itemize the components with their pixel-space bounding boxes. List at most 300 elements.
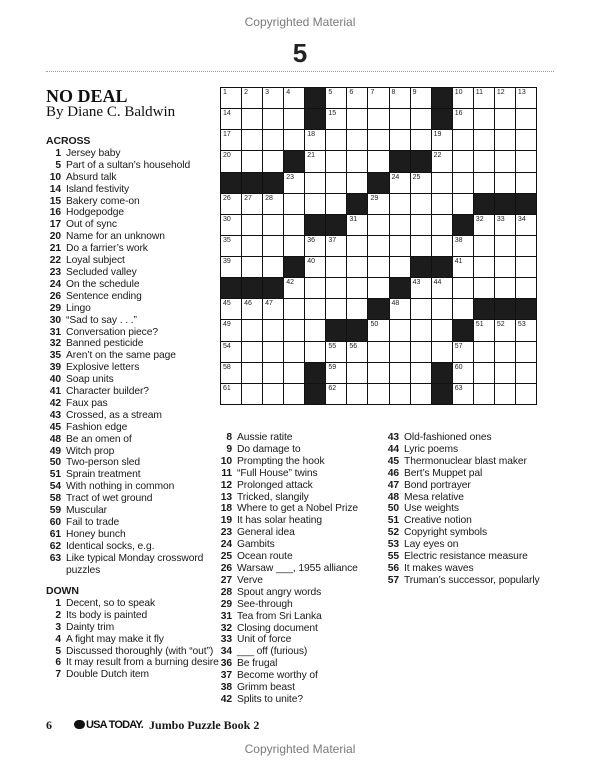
clue-number: 24 [220, 539, 232, 551]
grid-cell[interactable] [453, 384, 473, 404]
clue-item [217, 575, 382, 587]
clue-number: 2 [55, 609, 61, 621]
grid-cell[interactable] [221, 342, 241, 362]
grid-cell[interactable] [242, 384, 262, 404]
cell-number: 51 [475, 321, 484, 329]
grid-cell[interactable] [284, 342, 304, 362]
clue-number: 31 [49, 326, 61, 338]
grid-cell[interactable] [326, 363, 346, 383]
grid-cell[interactable] [326, 109, 346, 129]
grid-cell[interactable] [495, 320, 515, 340]
cell-number: 34 [517, 215, 526, 223]
grid-cell[interactable] [305, 342, 325, 362]
cell-number: 55 [328, 342, 337, 350]
grid-cell[interactable] [474, 173, 494, 193]
grid-cell[interactable] [305, 257, 325, 277]
grid-cell[interactable] [263, 109, 283, 129]
grid-cell[interactable] [495, 151, 515, 171]
usa-today-logo [74, 719, 143, 731]
across-clues [46, 136, 216, 577]
grid-cell[interactable] [368, 215, 388, 235]
grid-cell[interactable] [263, 257, 283, 277]
grid-cell[interactable] [516, 384, 536, 404]
grid-cell[interactable] [453, 299, 473, 319]
cell-number: 3 [265, 89, 270, 96]
grid-cell[interactable] [474, 320, 494, 340]
grid-cell[interactable] [453, 236, 473, 256]
clue-number: 41 [49, 386, 61, 398]
grid-cell[interactable] [453, 278, 473, 298]
grid-cell[interactable] [347, 130, 367, 150]
grid-cell[interactable] [411, 278, 431, 298]
clue-item [384, 492, 569, 504]
clue-item [217, 658, 382, 670]
grid-cell[interactable] [242, 194, 262, 214]
grid-cell[interactable] [242, 236, 262, 256]
grid-cell[interactable] [516, 215, 536, 235]
clue-number: 29 [49, 302, 61, 314]
grid-cell[interactable] [305, 320, 325, 340]
black-square [390, 151, 410, 171]
clue-number: 54 [49, 481, 61, 493]
clue-text: With nothing in common [66, 481, 175, 493]
grid-cell[interactable] [368, 384, 388, 404]
grid-cell[interactable] [242, 130, 262, 150]
grid-cell[interactable] [495, 88, 515, 108]
clue-number: 45 [387, 455, 399, 467]
grid-cell[interactable] [284, 299, 304, 319]
grid-cell[interactable] [411, 299, 431, 319]
grid-cell[interactable] [263, 194, 283, 214]
grid-cell[interactable] [495, 130, 515, 150]
grid-cell[interactable] [368, 194, 388, 214]
grid-cell[interactable] [284, 278, 304, 298]
grid-cell[interactable] [453, 173, 473, 193]
grid-cell[interactable] [263, 384, 283, 404]
grid-cell[interactable] [221, 215, 241, 235]
clue-number: 39 [49, 362, 61, 374]
clue-text: Two-person sled [66, 457, 141, 469]
grid-cell[interactable] [516, 236, 536, 256]
grid-cell[interactable] [453, 88, 473, 108]
grid-cell[interactable] [326, 151, 346, 171]
clue-text: Dainty trim [66, 621, 115, 633]
grid-cell[interactable] [305, 151, 325, 171]
black-square [411, 151, 431, 171]
grid-cell[interactable] [326, 342, 346, 362]
grid-cell[interactable] [284, 88, 304, 108]
grid-cell[interactable] [495, 342, 515, 362]
grid-cell[interactable] [347, 278, 367, 298]
grid-cell[interactable] [284, 363, 304, 383]
grid-cell[interactable] [516, 257, 536, 277]
copyright-notice-bottom: Copyrighted Material [244, 742, 356, 756]
grid-cell[interactable] [242, 151, 262, 171]
grid-cell[interactable] [516, 363, 536, 383]
grid-cell[interactable] [453, 109, 473, 129]
grid-cell[interactable] [263, 299, 283, 319]
grid-cell[interactable] [495, 257, 515, 277]
grid-cell[interactable] [242, 320, 262, 340]
grid-cell[interactable] [432, 299, 452, 319]
grid-cell[interactable] [368, 278, 388, 298]
cell-number: 20 [223, 152, 231, 160]
grid-cell[interactable] [495, 236, 515, 256]
cell-number: 18 [307, 131, 316, 139]
grid-cell[interactable] [368, 257, 388, 277]
clue-item [217, 646, 382, 658]
clue-item [217, 515, 382, 527]
grid-cell[interactable] [453, 342, 473, 362]
publisher-name: USA TODAY. [86, 718, 144, 731]
cell-number: 13 [517, 89, 526, 96]
grid-cell[interactable] [221, 299, 241, 319]
grid-cell[interactable] [326, 173, 346, 193]
grid-cell[interactable] [474, 215, 494, 235]
clue-item [46, 434, 216, 446]
grid-cell[interactable] [263, 320, 283, 340]
grid-cell[interactable] [347, 173, 367, 193]
grid-cell[interactable] [516, 342, 536, 362]
grid-cell[interactable] [432, 278, 452, 298]
clue-text: Verve [237, 574, 263, 586]
grid-cell[interactable] [284, 215, 304, 235]
clue-item [217, 611, 382, 623]
black-square [453, 320, 473, 340]
down-heading: DOWN [46, 585, 79, 597]
cell-number: 50 [370, 321, 379, 329]
clue-item [46, 338, 216, 350]
grid-cell[interactable] [411, 215, 431, 235]
grid-cell[interactable] [432, 320, 452, 340]
clue-item [217, 468, 382, 480]
page-footer [46, 718, 259, 733]
grid-cell[interactable] [495, 173, 515, 193]
grid-cell[interactable] [326, 278, 346, 298]
cell-number: 9 [412, 89, 417, 96]
grid-cell[interactable] [242, 215, 262, 235]
grid-cell[interactable] [221, 194, 241, 214]
cell-number: 32 [475, 215, 484, 223]
grid-cell[interactable] [326, 88, 346, 108]
grid-cell[interactable] [368, 363, 388, 383]
clue-item [217, 456, 382, 468]
grid-cell[interactable] [474, 130, 494, 150]
grid-cell[interactable] [453, 130, 473, 150]
grid-cell[interactable] [221, 320, 241, 340]
grid-cell[interactable] [347, 109, 367, 129]
grid-cell[interactable] [347, 257, 367, 277]
grid-cell[interactable] [390, 109, 410, 129]
grid-cell[interactable] [284, 194, 304, 214]
clue-text: Tricked, slangily [237, 491, 309, 503]
cell-number: 46 [244, 300, 252, 308]
grid-cell[interactable] [242, 299, 262, 319]
down-clue-list-3 [384, 432, 569, 587]
cell-number: 48 [391, 300, 400, 308]
cell-number: 30 [223, 215, 231, 223]
grid-cell[interactable] [474, 257, 494, 277]
grid-cell[interactable] [474, 151, 494, 171]
clue-item [217, 539, 382, 551]
grid-cell[interactable] [411, 130, 431, 150]
grid-cell[interactable] [516, 88, 536, 108]
black-square [432, 363, 452, 383]
grid-cell[interactable] [453, 363, 473, 383]
grid-cell[interactable] [390, 236, 410, 256]
cell-number: 11 [475, 89, 484, 96]
clue-number: 23 [220, 527, 232, 539]
clue-item [217, 587, 382, 599]
cell-number: 40 [307, 258, 316, 266]
cell-number: 53 [517, 321, 526, 329]
clue-number: 63 [49, 552, 61, 564]
grid-cell[interactable] [305, 278, 325, 298]
grid-cell[interactable] [368, 88, 388, 108]
grid-cell[interactable] [390, 194, 410, 214]
grid-cell[interactable] [474, 88, 494, 108]
grid-cell[interactable] [242, 257, 262, 277]
grid-cell[interactable] [432, 215, 452, 235]
divider [46, 71, 554, 72]
clue-item [217, 444, 382, 456]
grid-cell[interactable] [432, 236, 452, 256]
grid-cell[interactable] [221, 109, 241, 129]
clue-number: 25 [220, 551, 232, 563]
grid-cell[interactable] [347, 342, 367, 362]
grid-cell[interactable] [474, 278, 494, 298]
clue-number: 33 [220, 634, 232, 646]
grid-cell[interactable] [495, 215, 515, 235]
grid-cell[interactable] [495, 278, 515, 298]
grid-cell[interactable] [368, 342, 388, 362]
grid-cell[interactable] [305, 236, 325, 256]
clue-number: 13 [220, 491, 232, 503]
grid-cell[interactable] [432, 194, 452, 214]
clue-item [46, 350, 216, 362]
grid-cell[interactable] [474, 236, 494, 256]
clue-number: 62 [49, 540, 61, 552]
grid-cell[interactable] [347, 215, 367, 235]
grid-cell[interactable] [411, 342, 431, 362]
grid-cell[interactable] [390, 88, 410, 108]
clue-number: 1 [55, 597, 61, 609]
clue-text: Part of a sultan’s household [66, 159, 191, 171]
clue-number: 10 [220, 455, 232, 467]
grid-cell[interactable] [326, 257, 346, 277]
grid-cell[interactable] [284, 173, 304, 193]
grid-cell[interactable] [263, 88, 283, 108]
grid-cell[interactable] [347, 363, 367, 383]
grid-cell[interactable] [516, 278, 536, 298]
clue-text: Lingo [66, 302, 91, 314]
grid-cell[interactable] [432, 130, 452, 150]
grid-cell[interactable] [347, 299, 367, 319]
grid-cell[interactable] [221, 384, 241, 404]
cell-number: 44 [433, 279, 442, 287]
clue-item [46, 362, 216, 374]
grid-cell[interactable] [516, 130, 536, 150]
clue-number: 42 [220, 693, 232, 705]
grid-cell[interactable] [326, 236, 346, 256]
grid-cell[interactable] [411, 173, 431, 193]
grid-cell[interactable] [326, 194, 346, 214]
grid-cell[interactable] [221, 236, 241, 256]
grid-cell[interactable] [242, 109, 262, 129]
grid-cell[interactable] [411, 109, 431, 129]
grid-cell[interactable] [284, 384, 304, 404]
clue-number: 29 [220, 598, 232, 610]
grid-cell[interactable] [368, 236, 388, 256]
clue-text: Banned pesticide [66, 338, 144, 350]
clue-text: Jersey baby [66, 147, 121, 159]
grid-cell[interactable] [263, 215, 283, 235]
grid-cell[interactable] [263, 151, 283, 171]
grid-cell[interactable] [347, 151, 367, 171]
down-clues-col-1 [46, 586, 226, 681]
grid-cell[interactable] [326, 384, 346, 404]
clue-text: Discussed thoroughly (with “out”) [66, 645, 214, 657]
grid-cell[interactable] [411, 236, 431, 256]
grid-cell[interactable] [516, 151, 536, 171]
grid-cell[interactable] [242, 342, 262, 362]
clue-number: 51 [49, 469, 61, 481]
clue-number: 43 [387, 432, 399, 443]
clue-text: Copyright symbols [404, 527, 487, 539]
grid-cell[interactable] [284, 109, 304, 129]
grid-cell[interactable] [263, 342, 283, 362]
clue-number: 59 [49, 505, 61, 517]
grid-cell[interactable] [221, 151, 241, 171]
cell-number: 2 [244, 89, 248, 96]
grid-cell[interactable] [368, 130, 388, 150]
grid-cell[interactable] [326, 299, 346, 319]
down-clues-col-3 [384, 432, 569, 587]
grid-cell[interactable] [221, 88, 241, 108]
grid-cell[interactable] [390, 363, 410, 383]
grid-cell[interactable] [390, 257, 410, 277]
grid-cell[interactable] [474, 342, 494, 362]
cell-number: 35 [223, 236, 231, 244]
grid-cell[interactable] [390, 215, 410, 235]
grid-cell[interactable] [347, 88, 367, 108]
grid-cell[interactable] [474, 363, 494, 383]
grid-cell[interactable] [390, 130, 410, 150]
black-square [284, 257, 304, 277]
grid-cell[interactable] [432, 173, 452, 193]
grid-cell[interactable] [368, 320, 388, 340]
cell-number: 22 [433, 152, 442, 160]
grid-cell[interactable] [242, 88, 262, 108]
clue-item [46, 219, 216, 231]
grid-cell[interactable] [305, 194, 325, 214]
grid-cell[interactable] [390, 342, 410, 362]
grid-cell[interactable] [474, 384, 494, 404]
black-square [242, 173, 262, 193]
clue-item [46, 517, 216, 529]
clue-number: 11 [221, 467, 232, 479]
cell-number: 10 [454, 89, 463, 96]
clue-number: 26 [49, 290, 61, 302]
grid-cell[interactable] [516, 109, 536, 129]
black-square [263, 173, 283, 193]
grid-cell[interactable] [390, 320, 410, 340]
grid-cell[interactable] [516, 320, 536, 340]
black-square [347, 194, 367, 214]
grid-cell[interactable] [347, 384, 367, 404]
grid-cell[interactable] [432, 342, 452, 362]
grid-cell[interactable] [411, 88, 431, 108]
clue-number: 55 [387, 551, 399, 563]
cell-number: 61 [223, 384, 231, 392]
black-square [368, 299, 388, 319]
grid-cell[interactable] [495, 363, 515, 383]
grid-cell[interactable] [390, 299, 410, 319]
grid-cell[interactable] [221, 363, 241, 383]
grid-cell[interactable] [411, 320, 431, 340]
grid-cell[interactable] [305, 299, 325, 319]
grid-cell[interactable] [495, 384, 515, 404]
grid-cell[interactable] [284, 236, 304, 256]
grid-cell[interactable] [263, 236, 283, 256]
grid-cell[interactable] [326, 130, 346, 150]
grid-cell[interactable] [221, 257, 241, 277]
clue-text: Do damage to [237, 443, 301, 455]
cell-number: 8 [391, 89, 396, 96]
grid-cell[interactable] [390, 173, 410, 193]
clue-item [46, 446, 216, 458]
grid-cell[interactable] [263, 130, 283, 150]
grid-cell[interactable] [242, 363, 262, 383]
grid-cell[interactable] [347, 236, 367, 256]
clue-item [46, 622, 226, 634]
grid-cell[interactable] [495, 109, 515, 129]
grid-cell[interactable] [516, 173, 536, 193]
grid-cell[interactable] [305, 173, 325, 193]
grid-cell[interactable] [453, 257, 473, 277]
clue-text: Explosive letters [66, 362, 140, 374]
clue-text: Creative notion [404, 515, 472, 527]
black-square [326, 215, 346, 235]
grid-cell[interactable] [368, 109, 388, 129]
grid-cell[interactable] [411, 384, 431, 404]
grid-cell[interactable] [221, 130, 241, 150]
grid-cell[interactable] [284, 130, 304, 150]
clue-number: 10 [49, 171, 61, 183]
clue-text: Identical socks, e.g. [66, 540, 155, 552]
clue-text: Gambits [237, 539, 275, 551]
clue-text: Fail to trade [66, 517, 120, 528]
grid-cell[interactable] [453, 194, 473, 214]
cell-number: 49 [223, 321, 231, 329]
grid-cell[interactable] [263, 363, 283, 383]
grid-cell[interactable] [305, 130, 325, 150]
grid-cell[interactable] [474, 109, 494, 129]
cell-number: 1 [223, 89, 227, 96]
grid-cell[interactable] [411, 363, 431, 383]
grid-cell[interactable] [368, 151, 388, 171]
grid-cell[interactable] [390, 384, 410, 404]
clue-item [217, 623, 382, 635]
grid-cell[interactable] [411, 194, 431, 214]
grid-cell[interactable] [432, 151, 452, 171]
copyright-notice-top: Copyrighted Material [244, 15, 356, 29]
clue-text: On the schedule [66, 278, 140, 290]
grid-cell[interactable] [284, 320, 304, 340]
clue-text: See-through [237, 598, 293, 610]
grid-cell[interactable] [453, 151, 473, 171]
cell-number: 42 [286, 279, 294, 287]
